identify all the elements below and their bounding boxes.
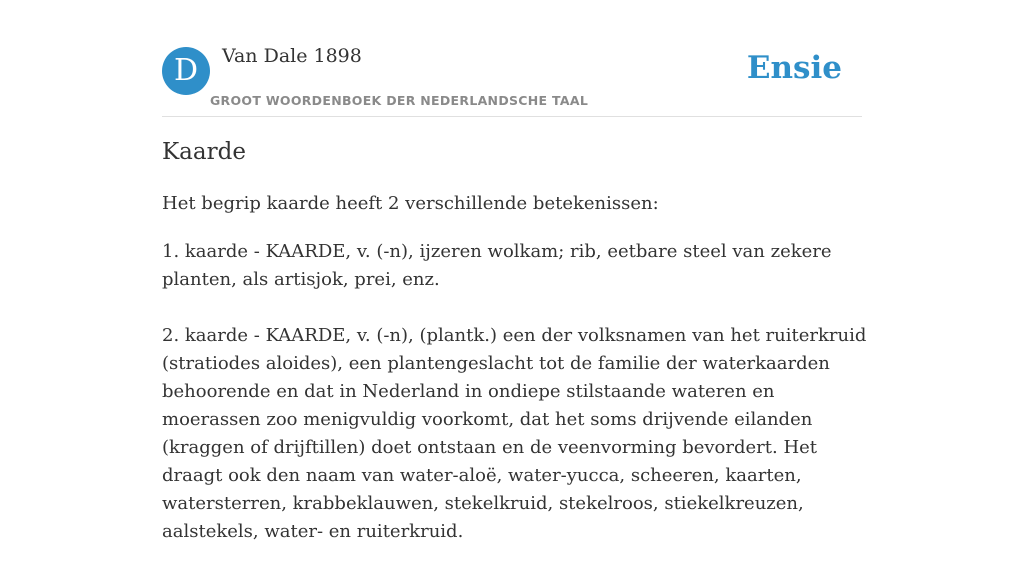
header xyxy=(162,0,862,117)
definition-item: 2. kaarde - KAARDE, v. (-n), (plantk.) een der volksnamen van het ruiterkruid (stratiodes aloides), een plantengeslacht tot de familie der waterkaarden behoorende en dat in Nederland in ondiepe stilstaande wateren en moerassen zoo menigvuldig voorkomt, dat het soms drijvende eilanden (kraggen of drijftillen) doet ontstaan en de veenvorming bevordert. Het draagt ook den naam van water-aloë, water-yucca, scheeren, kaarten, watersterren, krabbeklauwen, stekelkruid, stekelroos, stiekelkreuzen, aalstekels, water- en ruiterkruid. xyxy=(162,325,867,542)
entry-intro: Het begrip kaarde heeft 2 verschillende betekenissen: xyxy=(162,193,659,214)
source-title[interactable]: Van Dale 1898 xyxy=(222,45,362,67)
definitions-list xyxy=(162,238,878,574)
brand-logo[interactable]: Ensie xyxy=(746,50,842,86)
source-subtitle: GROOT WOORDENBOEK DER NEDERLANDSCHE TAAL xyxy=(210,93,589,108)
source-badge[interactable]: D xyxy=(162,47,210,95)
page-title: Kaarde xyxy=(162,139,246,165)
definition-item: 1. kaarde - KAARDE, v. (-n), ijzeren wolkam; rib, eetbare steel van zekere planten, als artisjok, prei, enz. xyxy=(162,241,832,290)
